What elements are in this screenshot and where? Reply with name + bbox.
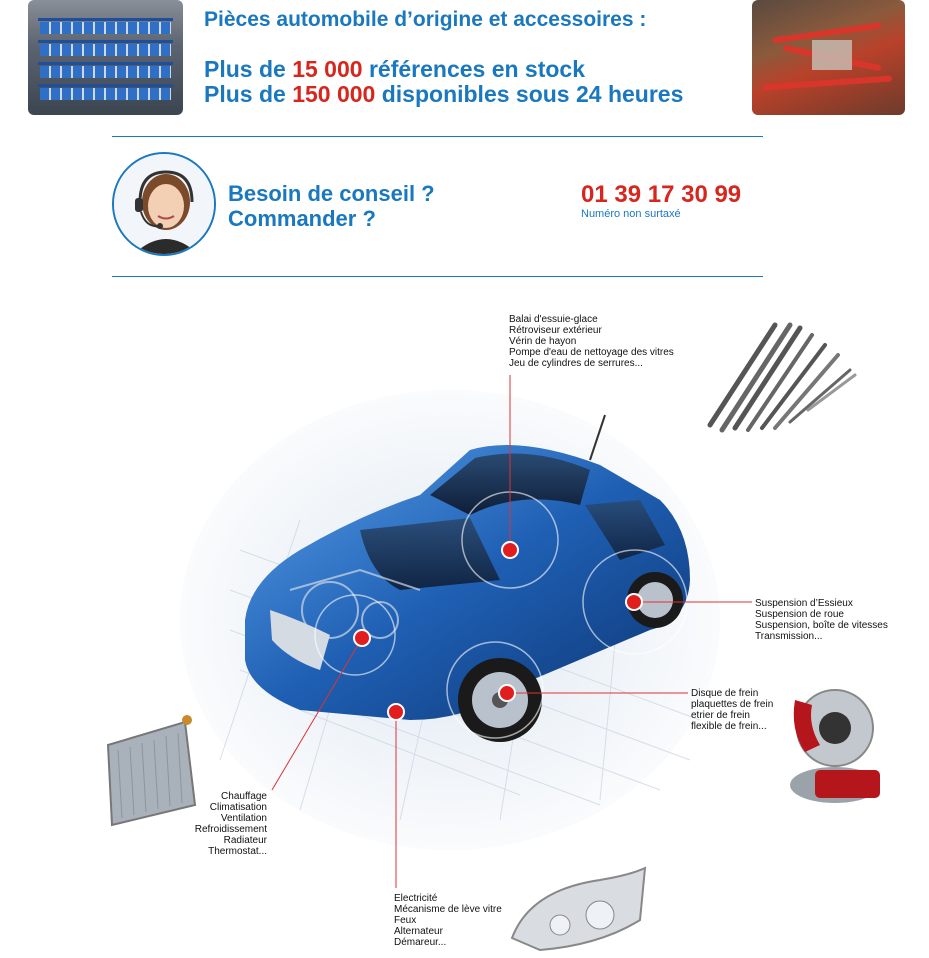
part-label[interactable]: etrier de frein [691,710,750,721]
headline-suffix: références en stock [368,56,586,82]
headline-suffix: disponibles sous 24 heures [381,81,684,107]
part-label[interactable]: Ventilation [220,813,267,824]
part-label[interactable]: Mécanisme de lève vitre [394,904,502,915]
gas-struts-image [710,325,855,430]
part-label[interactable]: Démareur... [394,937,447,948]
part-label[interactable]: Vérin de hayon [509,336,577,347]
parts-list-suspension [755,598,888,642]
headline-availability [204,81,683,108]
parts-list-electrical [394,893,502,948]
brake-disc-image [790,690,880,803]
part-label[interactable]: Suspension de roue [755,609,844,620]
divider [112,136,763,137]
part-label[interactable]: Thermostat... [208,846,267,857]
part-label[interactable]: Jeu de cylindres de serrures... [509,358,643,369]
phone-number[interactable]: 01 39 17 30 99 [581,181,742,208]
part-label[interactable]: Electricité [394,893,438,904]
part-label[interactable]: Transmission... [755,631,823,642]
warehouse-photo [28,0,183,115]
parts-list-brakes [691,688,773,732]
support-agent-avatar [112,152,216,256]
headline-number: 150 000 [292,81,376,107]
conveyor-photo [752,0,905,115]
headline-prefix: Plus de [204,56,286,82]
headline-stock [204,56,585,83]
phone-note: Numéro non surtaxé [581,208,681,220]
part-label[interactable]: Suspension d’Essieux [755,598,853,609]
part-label[interactable]: Alternateur [394,926,443,937]
part-label[interactable]: Climatisation [209,802,267,813]
part-label[interactable]: Pompe d'eau de nettoyage des vitres [509,347,674,358]
part-label[interactable]: flexible de frein... [691,721,767,732]
part-label[interactable]: Disque de frein [691,688,759,699]
part-label[interactable]: Balai d'essuie-glace [509,314,598,325]
headline-number: 15 000 [292,56,363,82]
parts-list-body [509,314,674,369]
part-label[interactable]: Rétroviseur extérieur [509,325,602,336]
part-label[interactable]: Feux [394,915,417,926]
headline-title: Pièces automobile d’origine et accessoires : [204,8,647,31]
part-label[interactable]: Suspension, boîte de vitesses [755,620,888,631]
divider [112,276,763,277]
headline-prefix: Plus de [204,81,286,107]
order-question: Commander ? [228,206,376,231]
advice-question: Besoin de conseil ? [228,181,435,206]
part-label[interactable]: Refroidissement [194,824,267,835]
parts-list-cooling [170,791,267,857]
headlight-image [512,868,645,950]
part-label[interactable]: Chauffage [221,791,267,802]
part-label[interactable]: Radiateur [223,835,267,846]
part-label[interactable]: plaquettes de frein [691,699,774,710]
